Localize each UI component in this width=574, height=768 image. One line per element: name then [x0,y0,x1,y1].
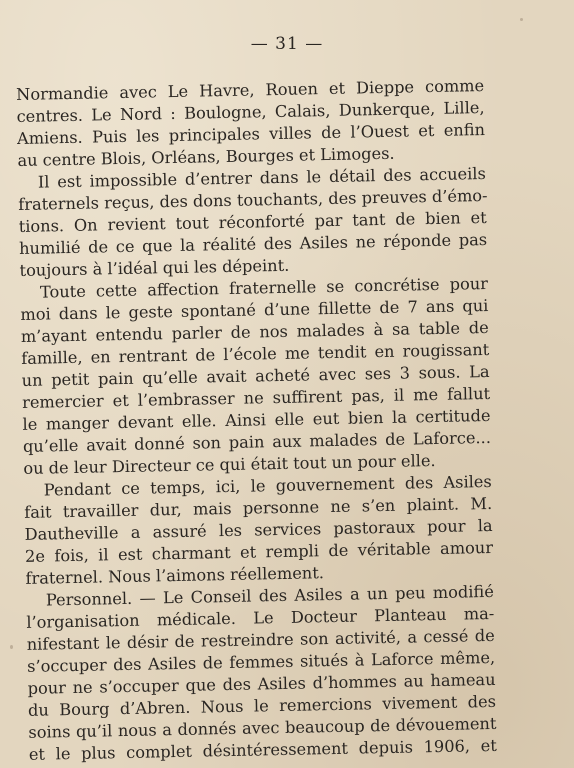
text-line: pour ne s’occuper que des Asiles d’hommes au hameau [27,669,496,698]
text-line: remercier et l’embrasser ne suffirent pas, il me fallut [21,383,491,412]
text-line: Amiens. Puis les principales villes de l’Ouest et enfin [16,120,486,148]
text-line: Pendant ce temps, ici, le gouvernement des Asiles [43,471,492,500]
text-line: famille, en rentrant de l’école me tendit en rougissant [21,339,490,368]
text-line: fraternel. Nous l’aimons réellement. [25,563,325,588]
text-line: fraternels reçus, des dons touchants, des preuves d’émo- [18,185,488,214]
scan-speck [520,18,523,21]
text-line: Dautheville a assuré les services pastoraux pour la [24,515,493,544]
text-line: et le plus complet désintéressement depuis 1906, et [28,735,497,764]
text-line: centres. Le Nord : Boulogne, Calais, Dunkerque, Lille, [16,98,485,126]
text-line: Toute cette affection fraternelle se concrétise pour [39,273,489,302]
text-line: un petit pain qu’elle avait acheté avec ses 3 sous. La [21,361,490,390]
page-number: — 31 — [250,34,324,54]
text-line: Personnel. — Le Conseil des Asiles a un peu modifié [45,581,495,610]
text-line: Normandie avec Le Havre, Rouen et Dieppe comme [16,76,485,104]
text-line: du Bourg d’Abren. Nous le remercions vivement des [27,691,497,720]
text-line: Il est impossible d’entrer dans le détail des accueils [37,163,486,192]
text-line: s’occuper des Asiles de femmes situés à Laforce même, [27,647,496,676]
text-line: m’ayant entendu parler de nos malades à sa table de [20,317,489,346]
text-line: au centre Blois, Orléans, Bourges et Limoges. [17,143,395,170]
text-line: fait travailler dur, mais personne ne s’en plaint. M. [24,493,493,522]
text-line: qu’elle avait donné son pain aux malades de Laforce... [22,427,492,456]
text-line: moi dans le geste spontané d’une fillette de 7 ans qui [20,295,489,324]
body-text [16,75,497,766]
text-line: nifestant le désir de restreindre son activité, a cessé de [26,625,495,654]
text-line: humilié de ce que la réalité des Asiles ne réponde pas [18,229,488,258]
text-line: ou de leur Directeur ce qui était tout un pour elle. [23,451,436,478]
scan-speck [490,680,493,683]
text-line: toujours à l’idéal qui les dépeint. [19,255,290,280]
text-line: l’organisation médicale. Le Docteur Planteau ma- [26,603,495,632]
text-line: le manger devant elle. Ainsi elle eut bien la certitude [22,405,491,434]
text-line: tions. On revient tout réconforté par tant de bien et [18,207,487,236]
text-line: soins qu’il nous a donnés avec beaucoup de dévouement [28,713,497,742]
scan-speck [10,645,13,649]
text-line: 2e fois, il est charmant et rempli de véritable amour [24,537,494,566]
